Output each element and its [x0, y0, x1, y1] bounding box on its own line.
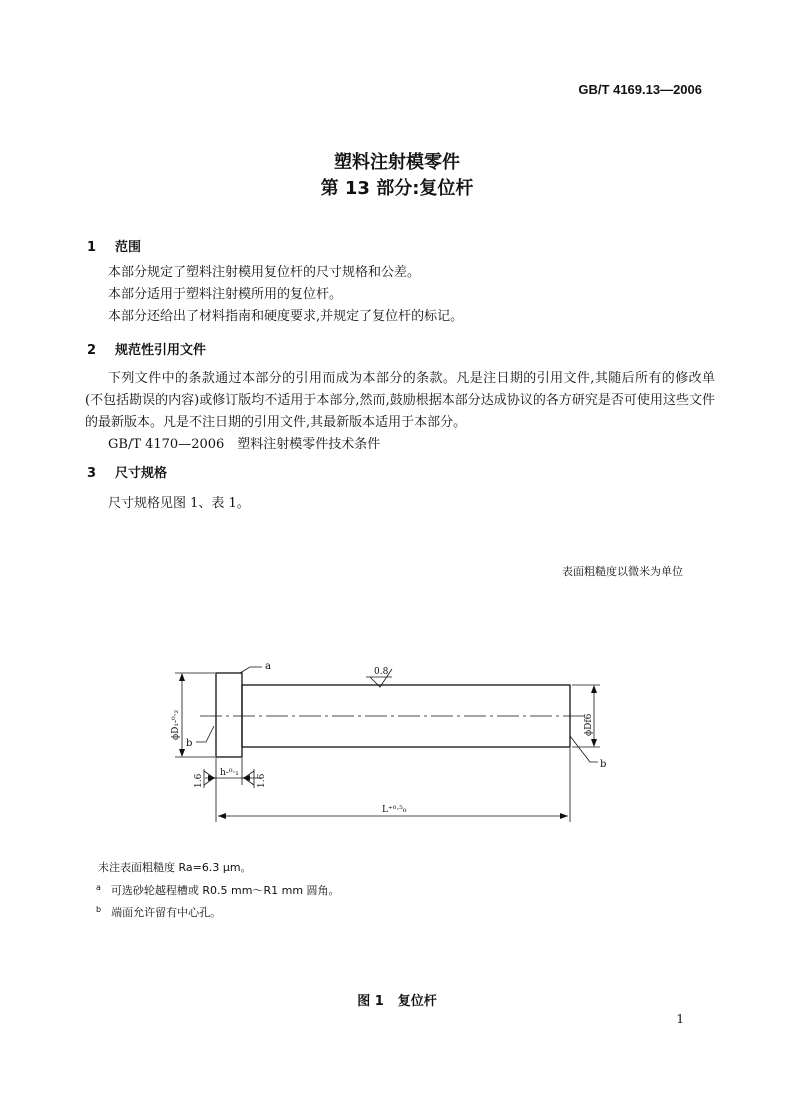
label-l-dimension: L⁺⁰·⁵₀: [382, 805, 407, 815]
rod-head: [216, 673, 242, 757]
reference-item: GB/T 4170—2006 塑料注射模零件技术条件: [108, 437, 381, 452]
label-roughness-top: 0.8: [374, 667, 389, 677]
section-body-dimensions: [108, 493, 250, 515]
standard-code: GB/T 4169.13—2006: [578, 82, 702, 97]
section-heading-scope: [87, 236, 141, 255]
section-number: 2: [87, 343, 97, 358]
paragraph: 本部分规定了塑料注射模用复位杆的尺寸规格和公差。: [108, 265, 421, 280]
section-heading-dimensions: [87, 462, 167, 481]
figure-title: 复位杆: [397, 994, 437, 1009]
units-note: 表面粗糙度以微米为单位: [562, 565, 683, 578]
section-heading-normative-references: [87, 339, 206, 358]
label-d1-dimension: ϕD₁-⁰·₂: [171, 709, 181, 740]
reset-rod-drawing: [0, 640, 794, 830]
doc-title: 塑料注射模零件: [334, 152, 460, 173]
figure-footnote-b: $^b$ 端面允许留有中心孔。: [96, 905, 222, 919]
section-number: 3: [87, 466, 97, 481]
paragraph: 尺寸规格见图 1、表 1。: [108, 496, 250, 511]
figure-number: 图 1: [357, 994, 384, 1009]
figure-footnote-a: $^a$ 可选砂轮越程槽或 R0.5 mm～R1 mm 圆角。: [96, 883, 340, 897]
paragraph: 本部分还给出了材料指南和硬度要求,并规定了复位杆的标记。: [108, 309, 464, 324]
label-b-left: b: [186, 738, 193, 749]
figure-caption: [0, 990, 794, 1009]
section-number: 1: [87, 240, 97, 255]
figure-note-unspecified-roughness: 未注表面粗糙度 Ra=6.3 μm。: [98, 861, 252, 874]
label-h-dimension: h-⁰·₁: [220, 768, 239, 778]
label-roughness-left: 1.6: [194, 773, 204, 788]
label-a: a: [265, 661, 271, 672]
paragraph: 本部分适用于塑料注射模所用的复位杆。: [108, 287, 343, 302]
label-d-dimension: ϕDf6: [584, 713, 594, 736]
section-title: 规范性引用文件: [115, 343, 207, 358]
paragraph: 下列文件中的条款通过本部分的引用而成为本部分的条款。凡是注日期的引用文件,其随后所有的修改单(不包括勘误的内容)或修订版均不适用于本部分,然而,鼓励根据本部分达成协议的各方研究是否可使用这些文件的最新版本。凡是不注日期的引用文件,其最新版本适用于本部分。: [85, 371, 715, 430]
doc-subtitle: 第 13 部分:复位杆: [320, 178, 474, 199]
section-body-scope: [108, 262, 463, 328]
section-body-normative-references: [85, 368, 715, 456]
label-b-right: b: [600, 759, 607, 770]
label-roughness-right: 1.6: [257, 773, 267, 788]
section-title: 范围: [115, 240, 142, 255]
page-number: 1: [676, 1012, 684, 1026]
section-title: 尺寸规格: [115, 466, 168, 481]
